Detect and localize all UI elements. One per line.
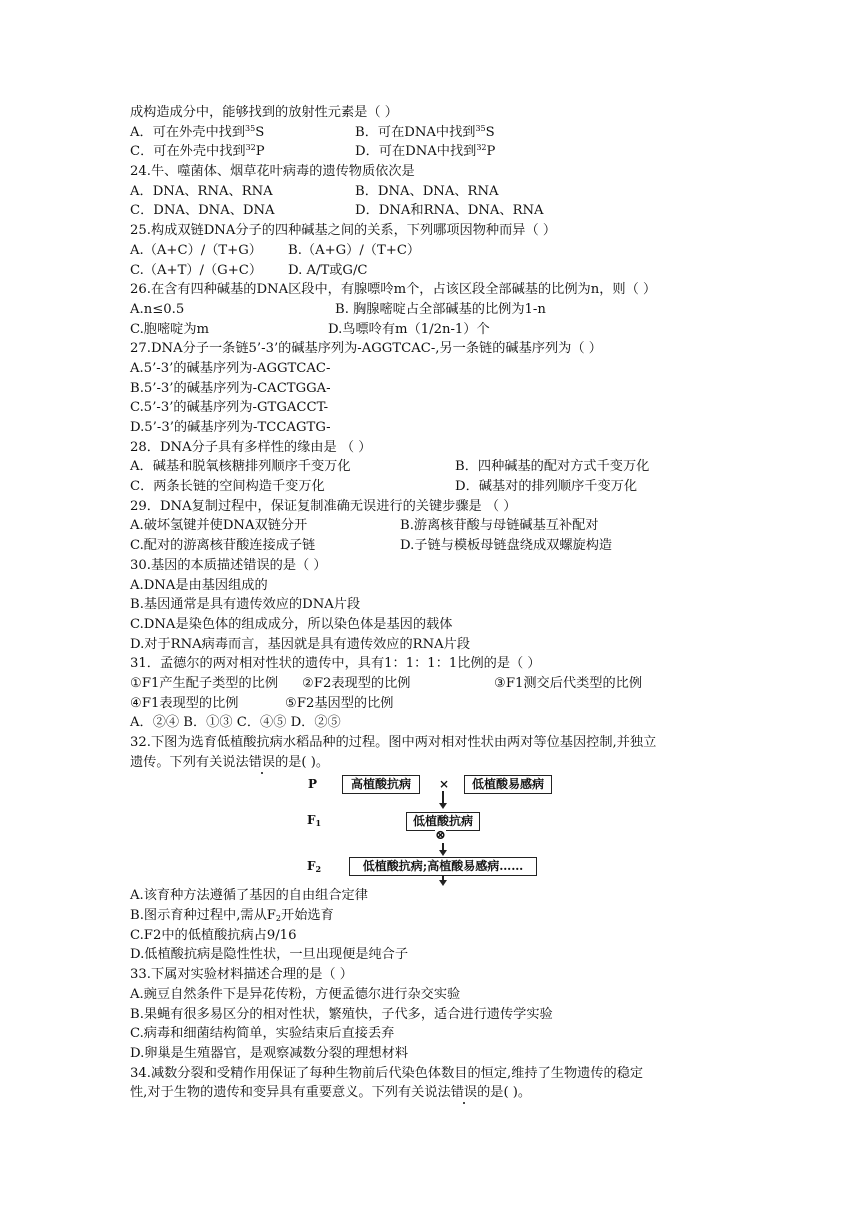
q23-option-d: D．可在DNA中找到$^{32}$P	[355, 143, 496, 160]
q28-option-d: D．碱基对的排列顺序千变万化	[455, 479, 638, 495]
q32-stem-line1: 32.下图为选育低植酸抗病水稻品种的过程。图中两对相对性状由两对等位基因控制,并独立	[130, 735, 657, 750]
diagram-cross-symbol: ×	[439, 777, 450, 792]
q25-option-a: A.（A+C）/（T+G）	[130, 242, 262, 258]
diagram-f2-box: 低植酸抗病;高植酸易感病……	[349, 857, 537, 876]
q31-item-5: ⑤F2基因型的比例	[285, 695, 394, 711]
q25-options-cd	[130, 261, 730, 281]
q29-options-ab	[130, 516, 730, 536]
q31-item-1: ①F1产生配子类型的比例	[130, 675, 279, 691]
q25-option-d: D. A/T或G/C	[288, 262, 368, 278]
q34-stem-line2: 性,对于生物的遗传和变异具有重要意义。下列有关说法错误的是( )。	[130, 1085, 532, 1101]
q24-option-c: C．DNA、DNA、DNA	[130, 203, 275, 219]
q27-option-a: A.5’-3’的碱基序列为-AGGTCAC-	[130, 360, 331, 376]
q29-options-cd	[130, 536, 730, 556]
q24-options-cd	[130, 201, 730, 221]
q23-options-cd	[130, 142, 730, 162]
q33-option-c: C.病毒和细菌结构简单，实验结束后直接丢弃	[130, 1026, 395, 1042]
q32-option-c: C.F2中的低植酸抗病占9/16	[130, 927, 297, 943]
q24-option-d: D．DNA和RNA、DNA、RNA	[355, 203, 544, 219]
q30-option-a: A.DNA是由基因组成的	[130, 577, 268, 593]
q25-option-b: B.（A+G）/（T+C）	[288, 242, 421, 258]
q25-option-c: C.（A+T）/（G+C）	[130, 262, 263, 278]
diagram-parent1: 高植酸抗病	[342, 775, 420, 794]
q24-options-ab	[130, 182, 730, 202]
q23-stem-continued: 成构造成分中，能够找到的放射性元素是（ ）	[130, 105, 398, 120]
q32-option-b: B.图示育种过程中,需从$F_2$开始选育	[130, 908, 334, 924]
q30-option-d: D.对于RNA病毒而言，基因就是具有遗传效应的RNA片段	[130, 636, 471, 652]
q28-stem: 28．DNA分子具有多样性的缘由是 （ ）	[130, 439, 372, 455]
q30-stem: 30.基因的本质描述错误的是（ ）	[130, 557, 327, 573]
q28-option-b: B．四种碱基的配对方式千变万化	[455, 459, 650, 475]
q25-options-ab	[130, 241, 730, 261]
diagram-selfing-symbol: ⊗	[435, 828, 446, 844]
q27-stem: 27.DNA分子一条链5’-3’的碱基序列为-AGGTCAC-,另一条链的碱基序列为（ ）	[130, 341, 602, 357]
q30-option-c: C.DNA是染色体的组成成分，所以染色体是基因的载体	[130, 616, 453, 632]
q23-option-a: A．可在外壳中找到$^{35}$S	[130, 123, 265, 140]
q26-option-d: D.鸟嘌呤有m（1/2n-1）个	[328, 321, 490, 337]
diagram-arrowhead-2	[439, 850, 447, 856]
q31-options: A．②④ B．①③ C．④⑤ D．②⑤	[130, 715, 341, 731]
breeding-diagram	[130, 772, 730, 886]
q31-items-123	[130, 674, 730, 694]
q26-options-cd	[130, 320, 730, 340]
q29-option-c: C.配对的游离核苷酸连接成子链	[130, 538, 316, 554]
q23-options-ab	[130, 123, 730, 143]
q31-item-3: ③F1测交后代类型的比例	[494, 675, 643, 691]
diagram-arrowhead-3	[439, 880, 447, 886]
q31-item-2: ②F2表现型的比例	[302, 675, 411, 691]
q29-option-b: B.游离核苷酸与母链碱基互补配对	[400, 518, 599, 534]
q29-option-d: D.子链与模板母链盘绕成双螺旋构造	[400, 538, 613, 554]
q26-option-c: C.胞嘧啶为m	[130, 321, 210, 337]
q33-option-d: D.卵巢是生殖器官，是观察减数分裂的理想材料	[130, 1045, 409, 1061]
q32-stem-line2: 遗传。下列有关说法错误的是( )。	[130, 754, 330, 770]
q25-stem: 25.构成双链DNA分子的四种碱基之间的关系，下列哪项因物种而异（ ）	[130, 223, 557, 239]
q29-option-a: A.破坏氢键并使DNA双链分开	[130, 518, 308, 534]
q31-item-4: ④F1表现型的比例	[130, 695, 239, 711]
q24-option-a: A．DNA、RNA、RNA	[130, 183, 273, 199]
q26-options-ab	[130, 300, 730, 320]
diagram-arrowhead-1	[439, 803, 447, 809]
exam-page	[130, 103, 730, 1103]
q31-items-45	[130, 694, 730, 714]
q23-option-c: C．可在外壳中找到$^{32}$P	[130, 143, 265, 160]
q28-option-a: A．碱基和脱氧核糖排列顺序千变万化	[130, 459, 351, 475]
q27-option-b: B.5’-3’的碱基序列为-CACTGGA-	[130, 380, 331, 396]
q27-option-c: C.5’-3’的碱基序列为-GTGACCT-	[130, 400, 329, 416]
q27-option-d: D.5’-3’的碱基序列为-TCCAGTG-	[130, 420, 331, 435]
q28-option-c: C．两条长链的空间构造千变万化	[130, 479, 325, 495]
q34-stem-line1: 34.减数分裂和受精作用保证了每种生物前后代染色体数目的恒定,维持了生物遗传的稳定	[130, 1065, 644, 1081]
q26-option-b: B. 胸腺嘧啶占全部碱基的比例为1-n	[335, 301, 546, 317]
q30-option-b: B.基因通常是具有遗传效应的DNA片段	[130, 597, 361, 613]
q31-stem: 31．孟德尔的两对相对性状的遗传中，具有1：1：1：1比例的是（ ）	[130, 656, 541, 672]
diagram-label-f1: $F_1$	[307, 813, 322, 829]
q32-option-d: D.低植酸抗病是隐性性状，一旦出现便是纯合子	[130, 947, 409, 963]
diagram-f1-box: 低植酸抗病	[406, 812, 480, 831]
diagram-parent2: 低植酸易感病	[464, 775, 552, 794]
q26-option-a: A.n≤0.5	[130, 301, 185, 317]
diagram-label-f2: $F_2$	[307, 859, 322, 875]
q23-option-b: B．可在DNA中找到$^{35}$S	[355, 123, 495, 140]
q24-stem: 24.牛、噬菌体、烟草花叶病毒的遗传物质依次是	[130, 164, 415, 180]
q28-options-cd	[130, 477, 730, 497]
diagram-label-p: P	[308, 777, 318, 792]
q33-option-b: B.果蝇有很多易区分的相对性状，繁殖快，子代多，适合进行遗传学实验	[130, 1006, 553, 1022]
q32-option-a: A.该育种方法遵循了基因的自由组合定律	[130, 888, 368, 904]
q33-option-a: A.豌豆自然条件下是异花传粉，方便孟德尔进行杂交实验	[130, 986, 461, 1002]
q29-stem: 29．DNA复制过程中，保证复制准确无误进行的关键步骤是 （ ）	[130, 498, 517, 514]
q24-option-b: B．DNA、DNA、RNA	[355, 183, 499, 199]
q28-options-ab	[130, 457, 730, 477]
q26-stem: 26.在含有四种碱基的DNA区段中，有腺嘌呤m个，占该区段全部碱基的比例为n，则（ ）	[130, 282, 657, 298]
q33-stem: 33.下属对实验材料描述合理的是（ ）	[130, 967, 353, 983]
